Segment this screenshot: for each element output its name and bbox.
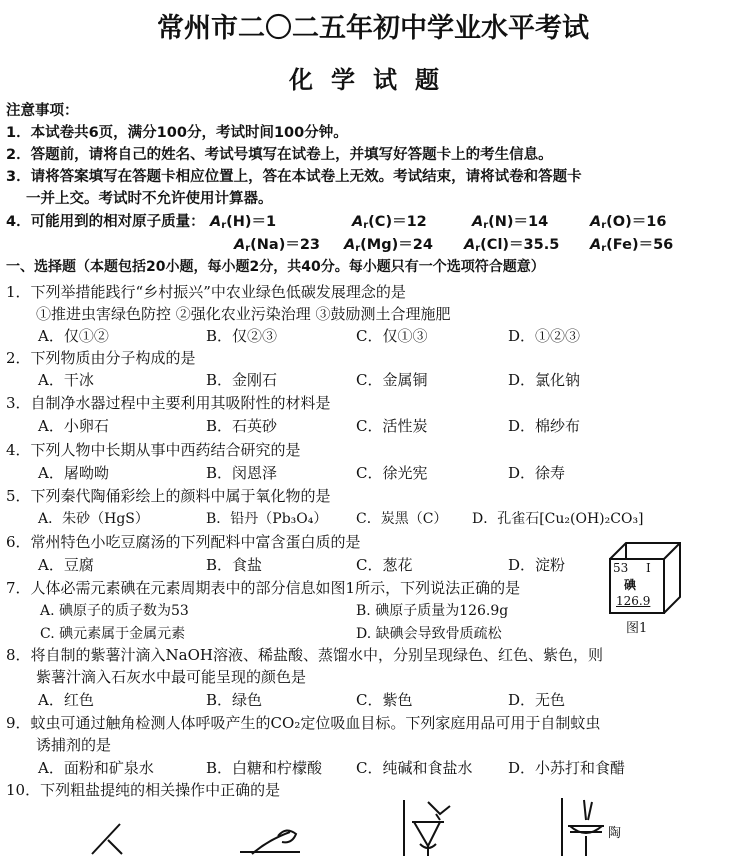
option-d: D．徐寿 bbox=[508, 464, 566, 482]
option-a: A．面粉和矿泉水 bbox=[38, 759, 154, 777]
question-stem: 10．下列粗盐提纯的相关操作中正确的是 bbox=[6, 781, 281, 799]
note-item-2: 2．答题前，请将自己的姓名、考试号填写在试卷上，并填写好答题卡上的考生信息。 bbox=[6, 147, 553, 163]
option-d: D．淀粉 bbox=[508, 556, 566, 574]
option-d: D．①②③ bbox=[508, 327, 581, 345]
option-b: B．铅丹（Pb₃O₄） bbox=[206, 511, 328, 527]
question-substatements: ①推进虫害绿色防控 ②强化农业污染治理 ③鼓励测土合理施肥 bbox=[36, 305, 451, 323]
apparatus-d bbox=[562, 798, 604, 856]
question-stem: 2．下列物质由分子构成的是 bbox=[6, 349, 196, 367]
option-c: C．炭黑（C） bbox=[356, 511, 448, 527]
option-b: B．绿色 bbox=[206, 691, 263, 709]
notes-heading: 注意事项： bbox=[6, 103, 79, 119]
figure-caption: 图1 bbox=[626, 621, 648, 636]
option-c: C．纯碱和食盐水 bbox=[356, 759, 473, 777]
option-b: B．白糖和柠檬酸 bbox=[206, 759, 323, 777]
apparatus-a bbox=[92, 824, 122, 854]
option-d: D．氯化钠 bbox=[508, 371, 581, 389]
section-heading: 一、选择题（本题包括20小题，每小题2分，共40分。每小题只有一个选项符合题意） bbox=[6, 259, 545, 275]
option-b: B．食盐 bbox=[206, 556, 263, 574]
question-stem: 6．常州特色小吃豆腐汤的下列配料中富含蛋白质的是 bbox=[6, 533, 361, 551]
option-c: C. 碘元素属于金属元素 bbox=[40, 626, 186, 642]
apparatus-c bbox=[404, 800, 450, 856]
option-c: C．仅①③ bbox=[356, 327, 428, 345]
question-stem: 4．下列人物中长期从事中西药结合研究的是 bbox=[6, 441, 301, 459]
option-d: D. 缺碘会导致骨质疏松 bbox=[356, 626, 502, 642]
element-symbol: I bbox=[646, 561, 651, 575]
note-item-3: 3．请将答案填写在答题卡相应位置上，答在本试卷上无效。考试结束，请将试卷和答题卡 bbox=[6, 169, 582, 185]
option-c: C．葱花 bbox=[356, 556, 413, 574]
element-name: 碘 bbox=[624, 578, 637, 592]
atomic-mass-mg: $A_r(Mg)=24$ bbox=[344, 237, 433, 254]
element-mass: 126.9 bbox=[616, 594, 651, 608]
question-stem: 9．蚊虫可通过触角检测人体呼吸产生的CO₂定位吸血目标。下列家庭用品可用于自制蚊虫 bbox=[6, 714, 601, 732]
note-item-4: 4．可能用到的相对原子质量： bbox=[6, 214, 205, 230]
question-stem-cont: 紫薯汁滴入石灰水中最可能呈现的颜色是 bbox=[36, 668, 307, 686]
apparatus-drawings bbox=[0, 796, 746, 856]
element-number: 53 bbox=[613, 561, 629, 575]
option-b: B．金刚石 bbox=[206, 371, 278, 389]
question-stem-cont: 诱捕剂的是 bbox=[36, 736, 112, 754]
option-c: C．紫色 bbox=[356, 691, 413, 709]
option-c: C．徐光宪 bbox=[356, 464, 428, 482]
option-d: D．棉纱布 bbox=[508, 417, 581, 435]
option-a: A. 碘原子的质子数为53 bbox=[40, 603, 189, 619]
atomic-mass-o: $A_r(O)=16$ bbox=[590, 214, 667, 231]
atomic-mass-na: $A_r(Na)=23$ bbox=[234, 237, 321, 254]
note-item-1: 1．本试卷共6页，满分100分，考试时间100分钟。 bbox=[6, 125, 348, 141]
option-a: A．屠呦呦 bbox=[38, 464, 109, 482]
exam-subtitle: 化学试题 bbox=[289, 66, 457, 94]
option-b: B．闵恩泽 bbox=[206, 464, 278, 482]
option-c: C．活性炭 bbox=[356, 417, 428, 435]
apparatus-label: 陶 bbox=[608, 826, 622, 841]
question-stem: 8．将自制的紫薯汁滴入NaOH溶液、稀盐酸、蒸馏水中，分别呈现绿色、红色、紫色，则 bbox=[6, 646, 603, 664]
option-b: B．石英砂 bbox=[206, 417, 278, 435]
option-a: A．干冰 bbox=[38, 371, 94, 389]
question-stem: 5．下列秦代陶俑彩绘上的颜料中属于氧化物的是 bbox=[6, 487, 331, 505]
option-a: A．仅①② bbox=[38, 327, 109, 345]
option-d: D．孔雀石[Cu₂(OH)₂CO₃] bbox=[472, 511, 644, 527]
question-stem: 3．自制净水器过程中主要利用其吸附性的材料是 bbox=[6, 394, 331, 412]
atomic-mass-c: $A_r(C)=12$ bbox=[352, 214, 427, 231]
atomic-mass-n: $A_r(N)=14$ bbox=[472, 214, 549, 231]
atomic-mass-fe: $A_r(Fe)=56$ bbox=[590, 237, 674, 254]
option-a: A．小卵石 bbox=[38, 417, 109, 435]
question-stem: 7．人体必需元素碘在元素周期表中的部分信息如图1所示，下列说法正确的是 bbox=[6, 579, 521, 597]
option-a: A．豆腐 bbox=[38, 556, 94, 574]
note-item-3-cont: 一并上交。考试时不允许使用计算器。 bbox=[26, 191, 273, 207]
apparatus-b bbox=[240, 830, 300, 854]
option-a: A．红色 bbox=[38, 691, 94, 709]
exam-title: 常州市二〇二五年初中学业水平考试 bbox=[157, 13, 589, 44]
question-stem: 1．下列举措能践行“乡村振兴”中农业绿色低碳发展理念的是 bbox=[6, 283, 406, 301]
atomic-mass-cl: $A_r(Cl)=35.5$ bbox=[464, 237, 560, 254]
option-a: A．朱砂（HgS） bbox=[38, 511, 149, 527]
option-d: D．小苏打和食醋 bbox=[508, 759, 626, 777]
option-b: B．仅②③ bbox=[206, 327, 278, 345]
atomic-mass-h: $A_r(H)=1$ bbox=[210, 214, 277, 231]
option-d: D．无色 bbox=[508, 691, 566, 709]
option-b: B. 碘原子质量为126.9g bbox=[356, 603, 509, 619]
option-c: C．金属铜 bbox=[356, 371, 428, 389]
